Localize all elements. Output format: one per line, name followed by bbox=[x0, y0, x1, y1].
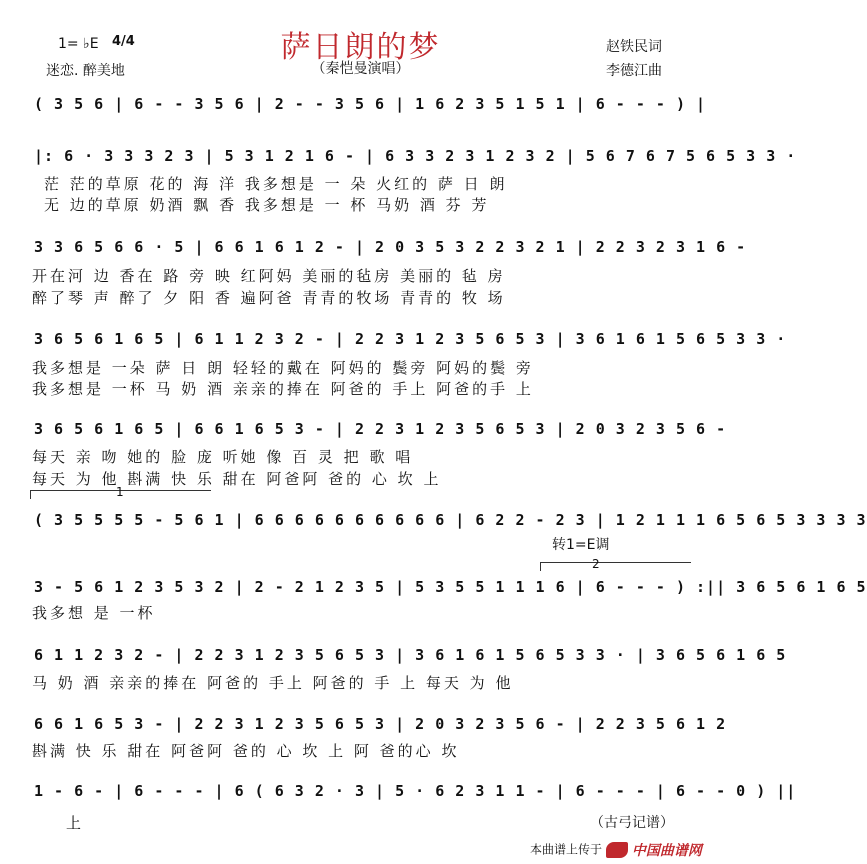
footer bbox=[530, 840, 702, 860]
footer-uploaded: 本曲谱上传于 bbox=[530, 842, 603, 857]
row-6-notes: ( 3 5 5 5 5 - 5 6 1 | 6 6 6 6 6 6 6 6 6 6 | 6 2 2 - 2 3 | 1 2 1 1 1 6 5 6 5 3 3 3 3 bbox=[34, 511, 867, 529]
volta-2-label: 2 bbox=[592, 557, 600, 571]
row-2-lyric-2: 无 边的草原 奶酒 飘 香 我多想是 一 杯 马奶 酒 芬 芳 bbox=[44, 196, 490, 214]
row-3-lyric-1: 开在河 边 香在 路 旁 映 红阿妈 美丽的毡房 美丽的 毡 房 bbox=[32, 267, 506, 285]
row-4-lyric-1: 我多想是 一朵 萨 日 朗 轻轻的戴在 阿妈的 鬓旁 阿妈的鬓 旁 bbox=[32, 359, 534, 377]
row-8-notes: 6 1 1 2 3 2 - | 2 2 3 1 2 3 5 6 5 3 | 3 6 1 6 1 5 6 5 3 3 · | 3 6 5 6 1 6 5 bbox=[34, 646, 787, 664]
row-9-lyric-1: 斟满 快 乐 甜在 阿爸阿 爸的 心 坎 上 阿 爸的心 坎 bbox=[32, 742, 460, 760]
row-8-lyric-1: 马 奶 酒 亲亲的捧在 阿爸的 手上 阿爸的 手 上 每天 为 他 bbox=[32, 674, 514, 692]
row-10-notes: 1 - 6 - | 6 - - - | 6 ( 6 3 2 · 3 | 5 · 6 2 3 1 1 - | 6 - - - | 6 - - 0 ) || bbox=[34, 782, 797, 800]
transcriber-credit: （古弓记谱） bbox=[590, 815, 674, 831]
key-change-annotation: 转1=E调 bbox=[552, 537, 610, 553]
row-4-lyric-2: 我多想是 一杯 马 奶 酒 亲亲的捧在 阿爸的 手上 阿爸的手 上 bbox=[32, 380, 534, 398]
row-5-lyric-1: 每天 亲 吻 她的 脸 庞 听她 像 百 灵 把 歌 唱 bbox=[32, 448, 414, 466]
volta-2-bracket bbox=[540, 562, 691, 571]
page-title: 萨日朗的梦 bbox=[280, 30, 441, 65]
row-4-notes: 3 6 5 6 1 6 5 | 6 1 1 2 3 2 - | 2 2 3 1 2 3 5 6 5 3 | 3 6 1 6 1 5 6 5 3 3 · bbox=[34, 330, 787, 348]
row-5-notes: 3 6 5 6 1 6 5 | 6 6 1 6 5 3 - | 2 2 3 1 2 3 5 6 5 3 | 2 0 3 2 3 5 6 - bbox=[34, 420, 727, 438]
composer: 李德江曲 bbox=[606, 63, 662, 79]
row-9-notes: 6 6 1 6 5 3 - | 2 2 3 1 2 3 5 6 5 3 | 2 0 3 2 3 5 6 - | 2 2 3 5 6 1 2 bbox=[34, 715, 727, 733]
row-3-notes: 3 3 6 5 6 6 · 5 | 6 6 1 6 1 2 - | 2 0 3 5 3 2 2 3 2 1 | 2 2 3 2 3 1 6 - bbox=[34, 238, 747, 256]
row-5-lyric-2: 每天 为 他 斟满 快 乐 甜在 阿爸阿 爸的 心 坎 上 bbox=[32, 470, 442, 488]
row-1-notes: ( 3 5 6 | 6 - - 3 5 6 | 2 - - 3 5 6 | 1 6 2 3 5 1 5 1 | 6 - - - ) | bbox=[34, 95, 707, 113]
page-subtitle: （秦恺曼演唱） bbox=[311, 61, 410, 77]
row-2-lyric-1: 茫 茫的草原 花的 海 洋 我多想是 一 朵 火红的 萨 日 朗 bbox=[44, 175, 508, 193]
row-3-lyric-2: 醉了琴 声 醉了 夕 阳 香 遍阿爸 青青的牧场 青青的 牧 场 bbox=[32, 289, 506, 307]
key-signature: 1= ♭E bbox=[58, 36, 99, 52]
row-7-notes: 3 - 5 6 1 2 3 5 3 2 | 2 - 2 1 2 3 5 | 5 3 5 5 1 1 1 6 | 6 - - - ) :|| 3 6 5 6 1 6 5 bbox=[34, 578, 867, 596]
row-2-notes: |: 6 · 3 3 3 2 3 | 5 3 1 2 1 6 - | 6 3 3 2 3 1 2 3 2 | 5 6 7 6 7 5 6 5 3 3 · bbox=[34, 147, 797, 165]
row-10-lyric-1: 上 bbox=[66, 814, 85, 832]
row-7-lyric-1: 我多想 是 一杯 bbox=[32, 604, 156, 622]
lyricist: 赵铁民词 bbox=[606, 39, 662, 55]
footer-site: 中国曲谱网 bbox=[631, 843, 702, 859]
style-marking: 迷恋. 醉美地 bbox=[46, 63, 125, 79]
site-logo-icon bbox=[606, 842, 628, 858]
volta-1-label: 1 bbox=[116, 485, 124, 499]
time-signature: 4/4 bbox=[112, 34, 135, 49]
